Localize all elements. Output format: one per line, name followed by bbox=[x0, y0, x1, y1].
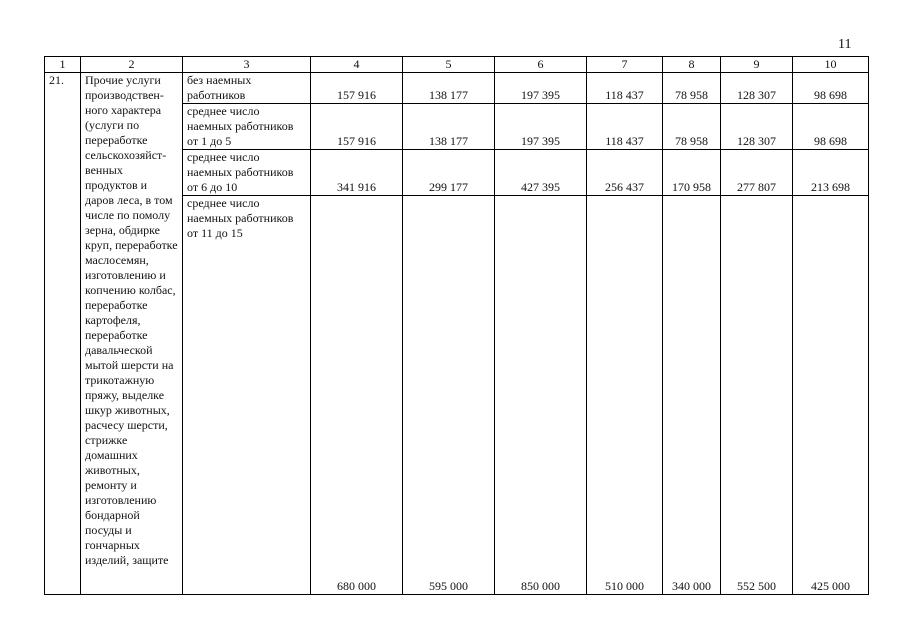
header-cell: 3 bbox=[183, 57, 311, 73]
value-cell: 552 500 bbox=[721, 196, 793, 595]
value-cell: 157 916 bbox=[311, 73, 403, 104]
value-cell: 98 698 bbox=[793, 104, 869, 150]
value-cell: 197 395 bbox=[495, 104, 587, 150]
value-cell: 425 000 bbox=[793, 196, 869, 595]
service-name: Прочие услуги производствен-ного характера (услуги по переработке сельскохозяйст-венных продуктов и даров леса, в том числе по помолу зерна, обдирке круп, переработке маслосемян, изготовлению и копчению колбас, переработке картофеля, переработке давальческой мытой шерсти на трикотажную пряжу, выделке шкур животных, расчесу шерсти, стрижке домашних животных, ремонту и изготовлению бондарной посуды и гончарных изделий, защите bbox=[81, 73, 183, 595]
value-cell: 78 958 bbox=[663, 73, 721, 104]
value-cell: 341 916 bbox=[311, 150, 403, 196]
value-cell: 78 958 bbox=[663, 104, 721, 150]
value-cell: 510 000 bbox=[587, 196, 663, 595]
page-number: 11 bbox=[838, 37, 852, 52]
row-description: без наемных работников bbox=[183, 73, 311, 104]
value-cell: 98 698 bbox=[793, 73, 869, 104]
value-cell: 595 000 bbox=[403, 196, 495, 595]
value-cell: 170 958 bbox=[663, 150, 721, 196]
value-cell: 128 307 bbox=[721, 73, 793, 104]
header-cell: 10 bbox=[793, 57, 869, 73]
value-cell: 197 395 bbox=[495, 73, 587, 104]
row-description: среднее число наемных работников от 1 до 5 bbox=[183, 104, 311, 150]
value-cell: 340 000 bbox=[663, 196, 721, 595]
header-cell: 6 bbox=[495, 57, 587, 73]
value-cell: 299 177 bbox=[403, 150, 495, 196]
row-index: 21. bbox=[45, 73, 81, 595]
value-cell: 118 437 bbox=[587, 104, 663, 150]
value-cell: 128 307 bbox=[721, 104, 793, 150]
row-description: среднее число наемных работников от 6 до 10 bbox=[183, 150, 311, 196]
header-row bbox=[45, 57, 869, 73]
table-row bbox=[45, 73, 869, 104]
header-cell: 7 bbox=[587, 57, 663, 73]
header-cell: 4 bbox=[311, 57, 403, 73]
header-cell: 8 bbox=[663, 57, 721, 73]
value-cell: 256 437 bbox=[587, 150, 663, 196]
value-cell: 138 177 bbox=[403, 104, 495, 150]
tariff-table bbox=[44, 56, 869, 595]
value-cell: 138 177 bbox=[403, 73, 495, 104]
value-cell: 213 698 bbox=[793, 150, 869, 196]
value-cell: 427 395 bbox=[495, 150, 587, 196]
row-description: среднее число наемных работников от 11 до 15 bbox=[183, 196, 311, 595]
header-cell: 1 bbox=[45, 57, 81, 73]
value-cell: 277 807 bbox=[721, 150, 793, 196]
header-cell: 5 bbox=[403, 57, 495, 73]
header-cell: 9 bbox=[721, 57, 793, 73]
value-cell: 118 437 bbox=[587, 73, 663, 104]
value-cell: 680 000 bbox=[311, 196, 403, 595]
value-cell: 157 916 bbox=[311, 104, 403, 150]
header-cell: 2 bbox=[81, 57, 183, 73]
value-cell: 850 000 bbox=[495, 196, 587, 595]
